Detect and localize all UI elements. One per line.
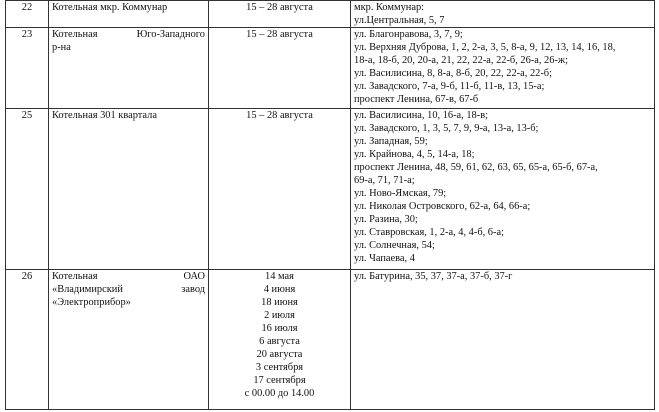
address-line: 69-а, 71, 71-а; [354, 175, 415, 186]
outage-date-line: 14 мая [265, 271, 294, 282]
outage-date-line: 16 июля [261, 323, 298, 334]
heating-outage-schedule-table [5, 0, 655, 410]
address-line: ул. Завадского, 1, 3, 5, 7, 9, 9-а, 13-а, 13-б; [354, 123, 539, 134]
boiler-name-line: Котельная мкр. Коммунар [52, 2, 168, 13]
address-line: ул. Николая Островского, 62-а, 64, 66-а; [354, 201, 531, 212]
address-line: мкр. Коммунар: [354, 2, 425, 13]
outage-dates [209, 270, 351, 410]
table-row [6, 270, 655, 410]
address-line: ул. Крайнова, 4, 5, 14-а, 18; [354, 149, 475, 160]
address-line: ул. Василисина, 8, 8-а, 8-б, 20, 22, 22-а, 22-б; [354, 68, 552, 79]
address-line: ул. Солнечная, 54; [354, 240, 435, 251]
boiler-name-line: Котельная Юго-Западного [52, 29, 205, 40]
address-line: ул. Чапаева, 4 [354, 253, 415, 264]
outage-dates [209, 1, 351, 28]
outage-date-line: 2 июля [264, 310, 295, 321]
address-list [351, 270, 655, 410]
address-line: ул. Василисина, 10, 16-а, 18-в; [354, 110, 489, 121]
boiler-name-line: «Электроприбор» [52, 297, 131, 308]
address-line: ул. Разина, 30; [354, 214, 418, 225]
address-line: проспект Ленина, 48, 59, 61, 62, 63, 65, 65-а, 65-б, 67-а, [354, 162, 598, 173]
address-line: проспект Ленина, 67-в, 67-б [354, 94, 479, 105]
outage-date-line: 17 сентября [253, 375, 306, 386]
address-line: ул. Батурина, 35, 37, 37-а, 37-б, 37-г [354, 271, 513, 282]
row-number: 26 [6, 270, 49, 410]
address-line: 18-а, 18-б, 20, 20-а, 21, 22, 22-а, 22-б, 26-а, 26-ж; [354, 55, 568, 66]
address-list [351, 109, 655, 270]
row-number: 25 [6, 109, 49, 270]
outage-date-line: 15 – 28 августа [246, 29, 313, 40]
boiler-name [49, 270, 209, 410]
boiler-name [49, 1, 209, 28]
outage-date-line: 20 августа [256, 349, 303, 360]
boiler-name-line: р-на [52, 42, 71, 53]
outage-dates [209, 28, 351, 109]
boiler-name [49, 28, 209, 109]
row-number: 23 [6, 28, 49, 109]
table-row [6, 1, 655, 28]
address-list [351, 1, 655, 28]
address-line: ул. Ново-Ямская, 79; [354, 188, 447, 199]
outage-date-line: с 00.00 до 14.00 [244, 388, 315, 399]
outage-date-line: 3 сентября [255, 362, 304, 373]
boiler-name [49, 109, 209, 270]
table-row [6, 109, 655, 270]
boiler-name-line: «Владимирский завод [52, 284, 205, 295]
table-body [6, 1, 655, 410]
table-row [6, 28, 655, 109]
address-line: ул. Западная, 59; [354, 136, 428, 147]
row-number: 22 [6, 1, 49, 28]
address-line: ул.Центральная, 5, 7 [354, 15, 445, 26]
boiler-name-line: Котельная ОАО [52, 271, 205, 282]
address-line: ул. Ставровская, 1, 2-а, 4, 4-б, 6-а; [354, 227, 504, 238]
address-list [351, 28, 655, 109]
outage-dates [209, 109, 351, 270]
outage-date-line: 4 июня [263, 284, 296, 295]
address-line: ул. Завадского, 7-а, 9-б, 11-б, 11-в, 13, 15-а; [354, 81, 545, 92]
address-line: ул. Благонравова, 3, 7, 9; [354, 29, 463, 40]
address-line: ул. Верхняя Дуброва, 1, 2, 2-а, 3, 5, 8-а, 9, 12, 13, 14, 16, 18, [354, 42, 616, 53]
boiler-name-line: Котельная 301 квартала [52, 110, 157, 121]
outage-date-line: 15 – 28 августа [246, 2, 313, 13]
outage-date-line: 15 – 28 августа [246, 110, 313, 121]
outage-date-line: 6 августа [259, 336, 300, 347]
outage-date-line: 18 июня [261, 297, 298, 308]
